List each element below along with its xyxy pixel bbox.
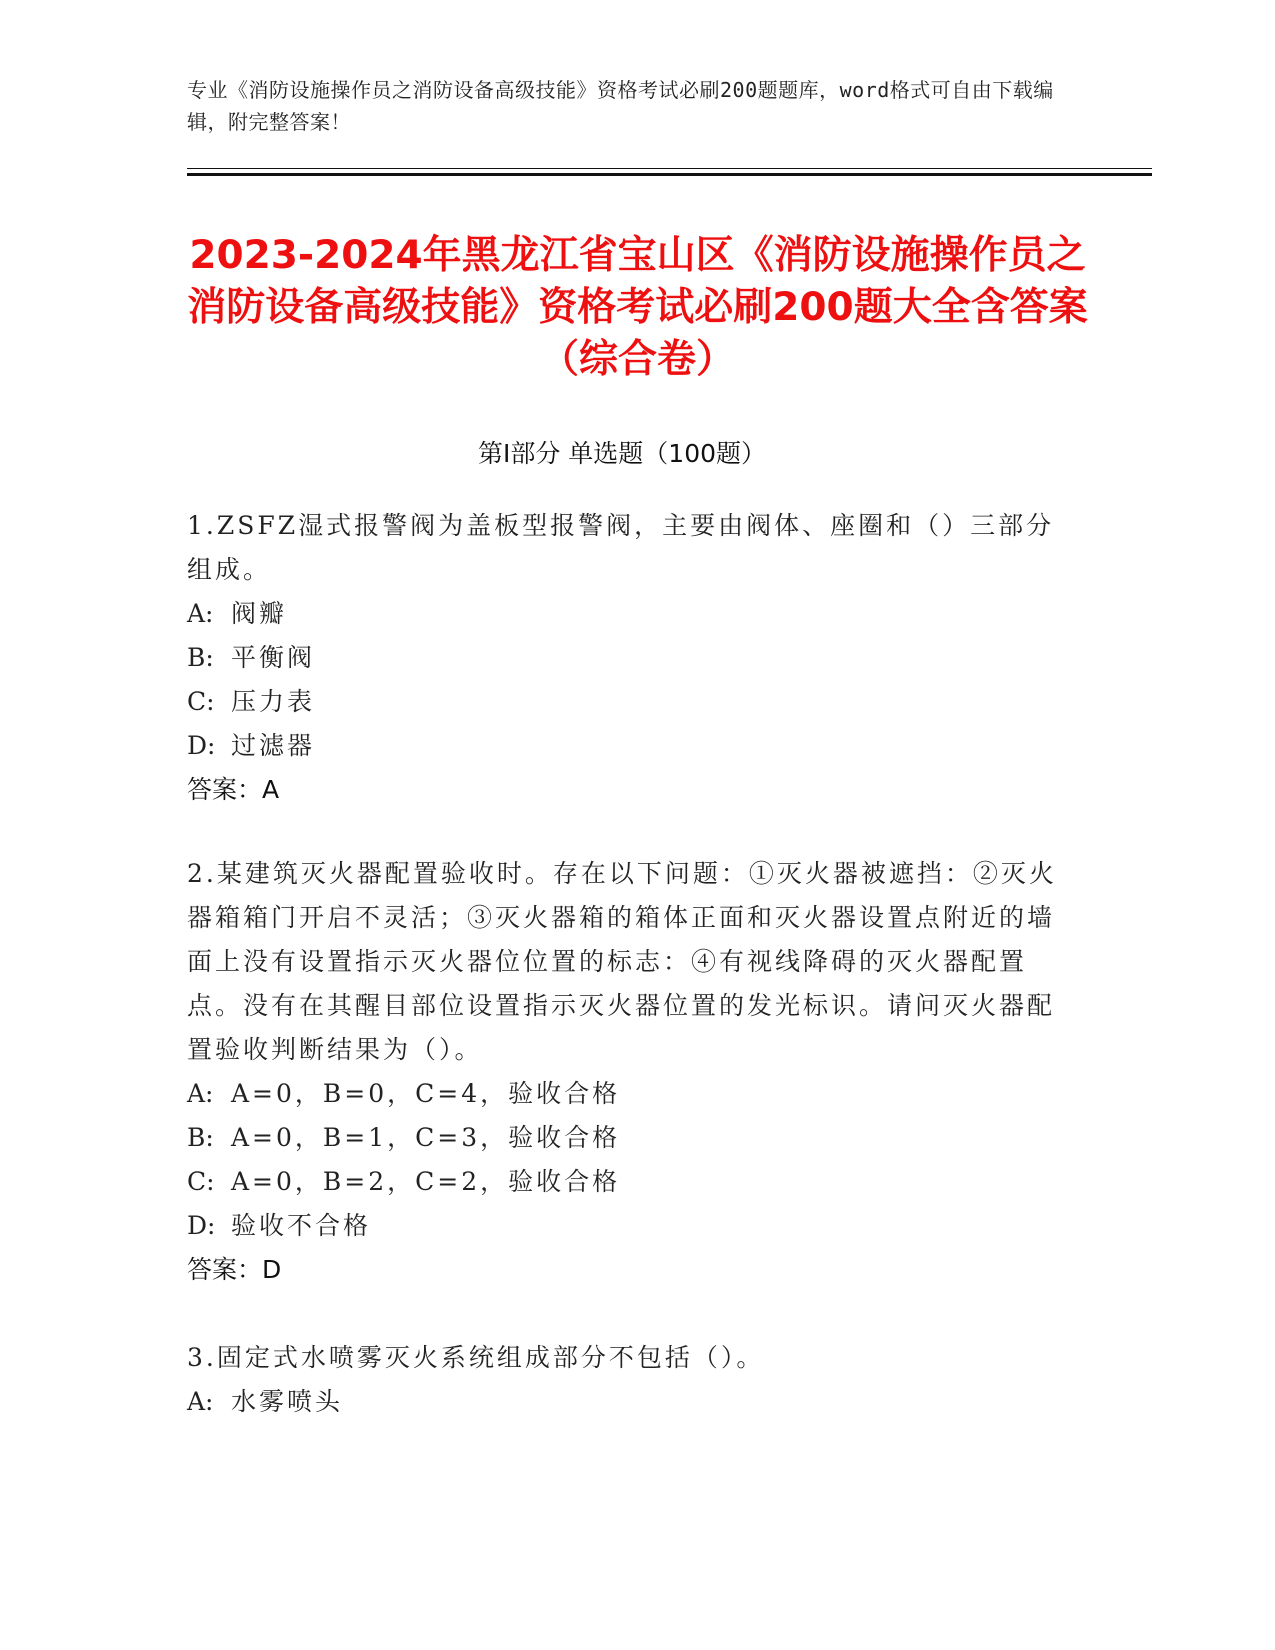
option-a xyxy=(187,592,1072,636)
option-text: 过滤器 xyxy=(231,731,316,760)
option-letter: C: xyxy=(187,687,215,716)
option-letter: A: xyxy=(187,599,214,628)
option-text: 压力表 xyxy=(231,687,316,716)
option-letter: A: xyxy=(187,1387,214,1416)
question-answer: 答案：A xyxy=(187,775,280,804)
option-c xyxy=(187,1160,1072,1204)
section-title: 第Ⅰ部分 单选题（100题） xyxy=(477,439,767,468)
document-title: 2023-2024年黑龙江省宝山区《消防设施操作员之消防设备高级技能》资格考试必刷200题大全含答案（综合卷） xyxy=(187,233,1088,382)
option-text: A=0，B=1，C=3，验收合格 xyxy=(231,1123,621,1152)
question-stem: 3.固定式水喷雾灭火系统组成部分不包括（）。 xyxy=(187,1343,765,1372)
question-answer: 答案：D xyxy=(187,1255,282,1284)
option-b xyxy=(187,636,1072,680)
option-text: 验收不合格 xyxy=(231,1211,372,1240)
option-text: 平衡阀 xyxy=(231,643,316,672)
option-text: A=0，B=0，C=4，验收合格 xyxy=(231,1079,621,1108)
question-1 xyxy=(187,504,1072,812)
option-text: 水雾喷头 xyxy=(231,1387,344,1416)
question-2 xyxy=(187,852,1072,1292)
option-text: 阀瓣 xyxy=(231,599,288,628)
header-divider-thin xyxy=(187,168,1152,169)
option-letter: B: xyxy=(187,1123,214,1152)
option-letter: C: xyxy=(187,1167,215,1196)
option-d xyxy=(187,1204,1072,1248)
header-note: 专业《消防设施操作员之消防设备高级技能》资格考试必刷200题题库，word格式可自由下载编辑，附完整答案！ xyxy=(187,78,1054,134)
header-divider-thick xyxy=(187,173,1152,176)
option-letter: D: xyxy=(187,731,216,760)
question-stem: 1.ZSFZ湿式报警阀为盖板型报警阀，主要由阀体、座圈和（）三部分组成。 xyxy=(187,511,1055,584)
question-stem: 2.某建筑灭火器配置验收时。存在以下问题：①灭火器被遮挡：②灭火器箱箱门开启不灵活；③灭火器箱的箱体正面和灭火器设置点附近的墙面上没有设置指示灭火器位位置的标志：④有视线降碍的灭火器配置点。没有在其醒目部位设置指示灭火器位置的发光标识。请问灭火器配置验收判断结果为（）。 xyxy=(187,859,1057,1064)
option-letter: A: xyxy=(187,1079,214,1108)
option-text: A=0，B=2，C=2，验收合格 xyxy=(231,1167,621,1196)
option-letter: D: xyxy=(187,1211,216,1240)
option-letter: B: xyxy=(187,643,214,672)
option-c xyxy=(187,680,1072,724)
question-3 xyxy=(187,1336,1072,1424)
option-a xyxy=(187,1380,1072,1424)
option-b xyxy=(187,1116,1072,1160)
option-a xyxy=(187,1072,1072,1116)
option-d xyxy=(187,724,1072,768)
